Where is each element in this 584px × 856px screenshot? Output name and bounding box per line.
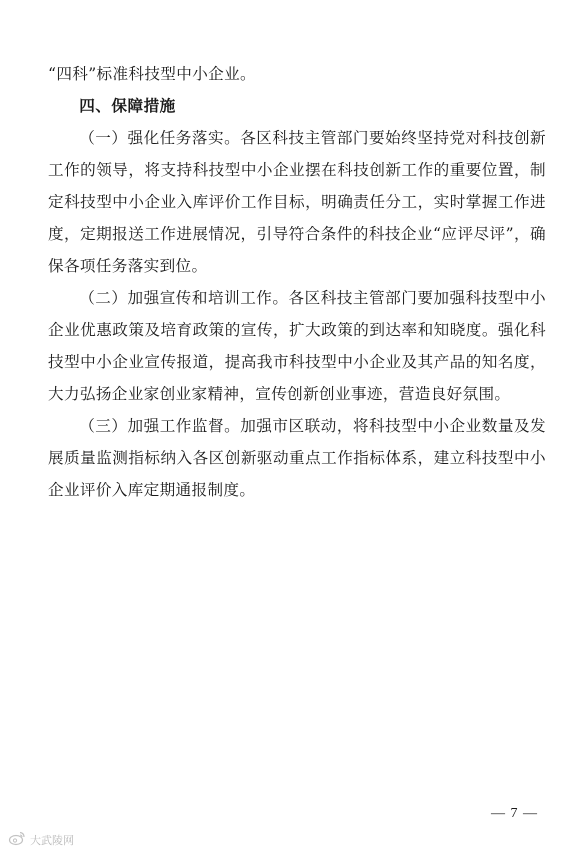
page-number: — 7 — — [491, 806, 538, 821]
weibo-logo-icon — [8, 830, 26, 850]
watermark-text: 大武陵网 — [30, 834, 74, 847]
watermark — [8, 830, 74, 850]
paragraph-work-supervision: （三）加强工作监督。加强市区联动，将科技型中小企业数量及发展质量监测指标纳入各区创新驱动重点工作指标体系，建立科技型中小企业评价入库定期通报制度。 — [48, 417, 546, 499]
paragraph-task-implementation: （一）强化任务落实。各区科技主管部门要始终坚持党对科技创新工作的领导，将支持科技型中小企业摆在科技创新工作的重要位置，制定科技型中小企业入库评价工作目标，明确责任分工，实时掌握工作进度，定期报送工作进展情况，引导符合条件的科技企业“应评尽评”，确保各项任务落实到位。 — [48, 129, 546, 275]
document-body — [48, 58, 546, 506]
paragraph-publicity-training: （二）加强宣传和培训工作。各区科技主管部门要加强科技型中小企业优惠政策及培育政策的宣传，扩大政策的到达率和知晓度。强化科技型中小企业宣传报道，提高我市科技型中小企业及其产品的知名度，大力弘扬企业家创业家精神，宣传创新创业事迹，营造良好氛围。 — [48, 289, 546, 403]
continuation-line: “四科”标准科技型中小企业。 — [48, 65, 256, 83]
section-heading: 四、保障措施 — [79, 97, 176, 115]
